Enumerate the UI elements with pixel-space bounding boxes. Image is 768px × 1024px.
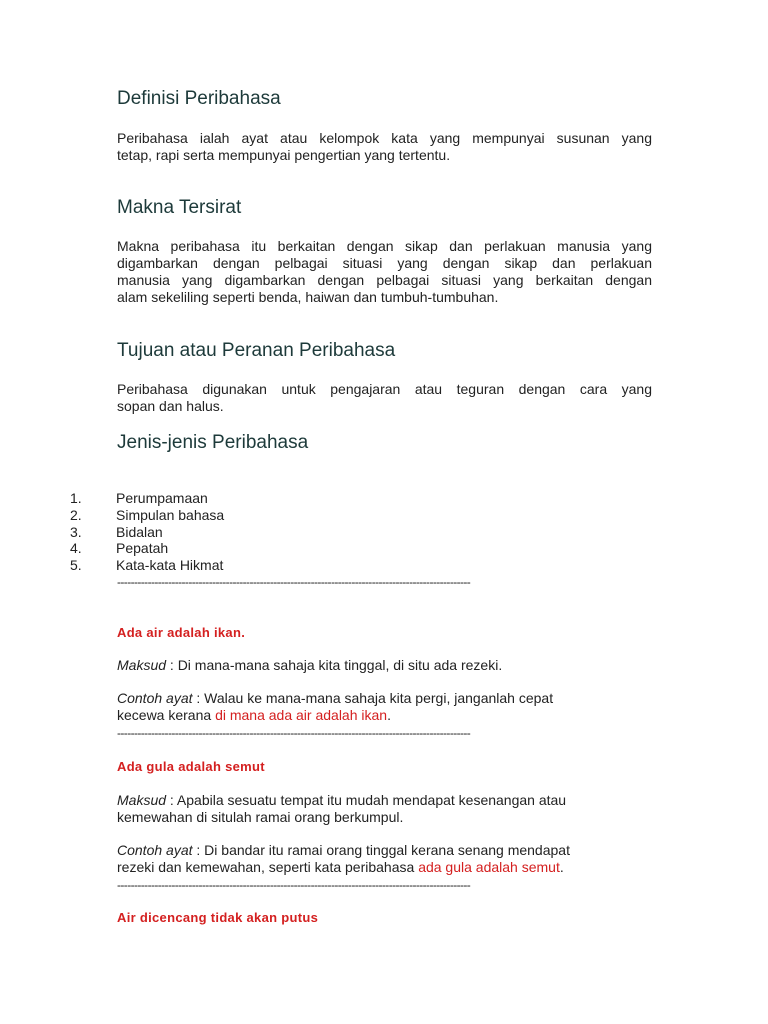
proverb-title: Air dicencang tidak akan putus bbox=[117, 910, 319, 925]
separator-line: -------------------------------------------------------------------------------------------------------- bbox=[117, 726, 471, 740]
text-line: sopan dan halus. bbox=[117, 398, 224, 414]
proverb-maksud bbox=[117, 657, 502, 674]
heading-tujuan: Tujuan atau Peranan Peribahasa bbox=[117, 340, 396, 361]
list-item bbox=[70, 507, 370, 524]
text-line: manusia yang digambarkan dengan pelbagai situasi yang berkaitan dengan bbox=[117, 272, 652, 288]
contoh-text: : Walau ke mana-mana sahaja kita pergi, janganlah cepat bbox=[192, 690, 554, 706]
types-list bbox=[70, 490, 370, 574]
list-number: 3. bbox=[70, 523, 82, 540]
contoh-text: . bbox=[559, 859, 564, 875]
contoh-label: Contoh ayat bbox=[117, 690, 193, 706]
contoh-highlight: di mana ada air adalah ikan bbox=[215, 707, 388, 723]
proverb-title: Ada air adalah ikan. bbox=[117, 625, 246, 640]
paragraph-makna bbox=[117, 238, 652, 306]
contoh-text: : Di bandar itu ramai orang tinggal kerana senang mendapat bbox=[192, 842, 570, 858]
proverb-contoh bbox=[117, 690, 553, 724]
maksud-text: : Di mana-mana sahaja kita tinggal, di situ ada rezeki. bbox=[166, 657, 503, 673]
contoh-text: . bbox=[387, 707, 391, 723]
contoh-label: Contoh ayat bbox=[117, 842, 193, 858]
list-item bbox=[70, 557, 370, 574]
list-label: Kata-kata Hikmat bbox=[116, 557, 224, 574]
separator-line: -------------------------------------------------------------------------------------------------------- bbox=[117, 575, 471, 589]
maksud-text: : Apabila sesuatu tempat itu mudah mendapat kesenangan atau bbox=[166, 792, 567, 808]
list-item bbox=[70, 524, 370, 541]
list-label: Perumpamaan bbox=[116, 490, 208, 506]
list-label: Simpulan bahasa bbox=[116, 506, 225, 523]
list-item bbox=[70, 540, 370, 557]
proverb-maksud bbox=[117, 792, 566, 826]
heading-makna-tersirat: Makna Tersirat bbox=[117, 197, 242, 218]
text-line: alam sekeliling seperti benda, haiwan dan tumbuh-tumbuhan. bbox=[117, 289, 499, 305]
text-line: digambarkan dengan pelbagai situasi yang dengan sikap dan perlakuan bbox=[117, 255, 652, 271]
list-number: 1. bbox=[70, 490, 82, 506]
proverb-title: Ada gula adalah semut bbox=[117, 759, 265, 774]
paragraph-definisi bbox=[117, 130, 652, 164]
list-item bbox=[70, 490, 370, 507]
heading-jenis: Jenis-jenis Peribahasa bbox=[117, 432, 309, 453]
text-line: Peribahasa ialah ayat atau kelompok kata yang mempunyai susunan yang bbox=[117, 130, 652, 146]
separator-line: -------------------------------------------------------------------------------------------------------- bbox=[117, 878, 471, 892]
heading-definisi: Definisi Peribahasa bbox=[117, 88, 281, 109]
contoh-highlight: ada gula adalah semut bbox=[418, 859, 560, 875]
maksud-label: Maksud bbox=[117, 792, 167, 808]
text-line: Peribahasa digunakan untuk pengajaran atau teguran dengan cara yang bbox=[117, 381, 652, 397]
maksud-text: kemewahan di situlah ramai orang berkumpul. bbox=[117, 809, 404, 825]
text-line: tetap, rapi serta mempunyai pengertian yang tertentu. bbox=[117, 147, 451, 163]
list-label: Pepatah bbox=[116, 540, 169, 557]
list-number: 4. bbox=[70, 540, 82, 557]
list-number: 2. bbox=[70, 506, 82, 523]
maksud-label: Maksud bbox=[117, 657, 167, 673]
text-line: Makna peribahasa itu berkaitan dengan sikap dan perlakuan manusia yang bbox=[117, 238, 652, 254]
paragraph-tujuan bbox=[117, 381, 652, 415]
list-label: Bidalan bbox=[116, 523, 163, 540]
contoh-text: kecewa kerana bbox=[117, 707, 216, 723]
contoh-text: rezeki dan kemewahan, seperti kata peribahasa bbox=[117, 859, 419, 875]
proverb-contoh bbox=[117, 842, 570, 876]
list-number: 5. bbox=[70, 557, 82, 574]
